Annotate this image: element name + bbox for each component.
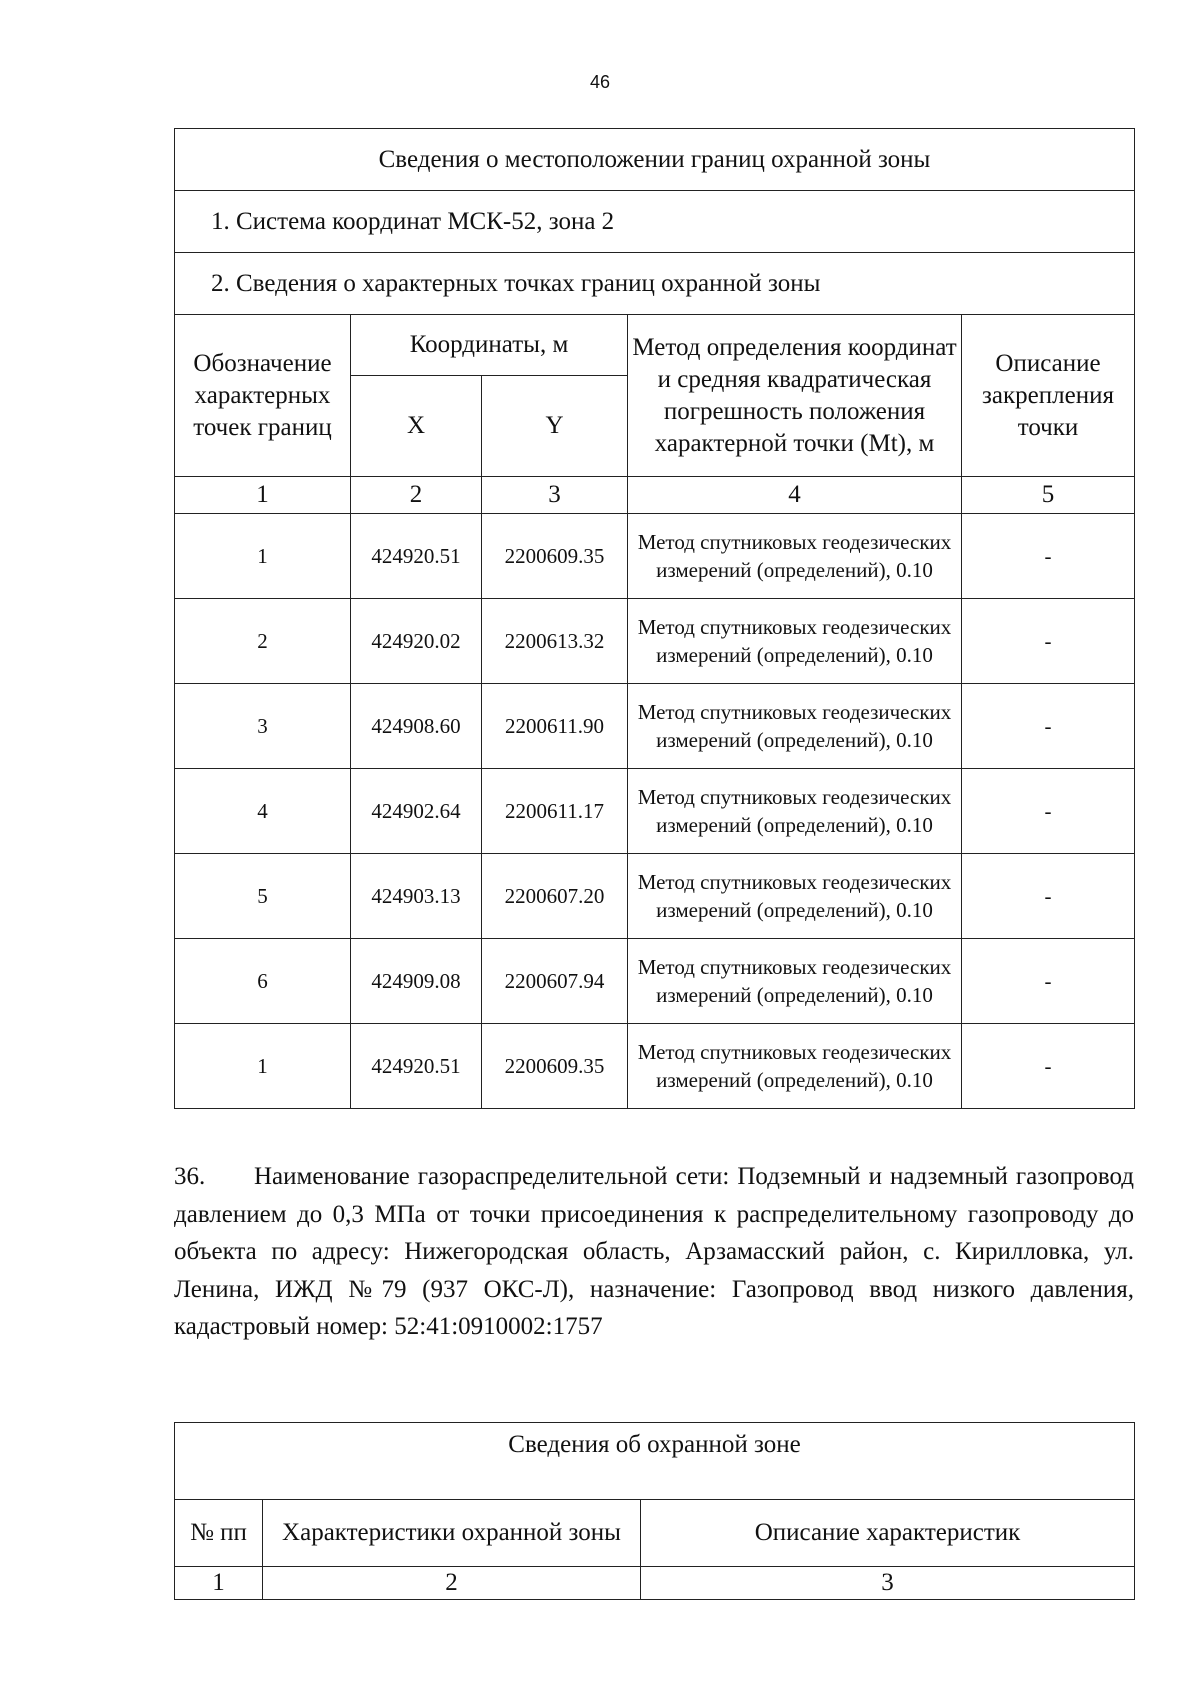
cell-method: Метод спутниковых геодезических измерений (определений), 0.10 [628, 769, 962, 854]
cell-method: Метод спутниковых геодезических измерений (определений), 0.10 [628, 684, 962, 769]
header-coordinates: Координаты, м [351, 315, 628, 376]
cell-method: Метод спутниковых геодезических измерений (определений), 0.10 [628, 1024, 962, 1109]
network-description-paragraph [174, 1158, 1134, 1346]
cell-y: 2200609.35 [482, 1024, 628, 1109]
protection-zone-table [174, 1422, 1135, 1600]
cell-method: Метод спутниковых геодезических измерений (определений), 0.10 [628, 599, 962, 684]
paragraph-number: 36. [174, 1163, 206, 1190]
header-method: Метод определения координат и средняя квадратическая погрешность положения характерной точки (Mt), м [628, 315, 962, 477]
cell-x: 424920.02 [351, 599, 482, 684]
header-x: X [351, 376, 482, 477]
column-number: 4 [628, 477, 962, 514]
cell-point: 5 [175, 854, 351, 939]
header-y: Y [482, 376, 628, 477]
table-title: Сведения о местоположении границ охранной зоны [175, 129, 1135, 191]
table-row [175, 854, 1135, 939]
column-number: 1 [175, 477, 351, 514]
cell-y: 2200611.90 [482, 684, 628, 769]
header-description: Описание характеристик [641, 1500, 1135, 1567]
cell-y: 2200607.20 [482, 854, 628, 939]
cell-point: 6 [175, 939, 351, 1024]
column-number: 3 [641, 1567, 1135, 1600]
column-number: 2 [263, 1567, 641, 1600]
coordinate-system: 1. Система координат МСК-52, зона 2 [175, 191, 1135, 253]
cell-x: 424908.60 [351, 684, 482, 769]
cell-description: - [962, 1024, 1135, 1109]
cell-point: 1 [175, 514, 351, 599]
cell-description: - [962, 514, 1135, 599]
cell-description: - [962, 684, 1135, 769]
page-number: 46 [589, 72, 611, 92]
cell-x: 424920.51 [351, 1024, 482, 1109]
table-row [175, 939, 1135, 1024]
cell-point: 3 [175, 684, 351, 769]
header-characteristics: Характеристики охранной зоны [263, 1500, 641, 1567]
cell-y: 2200607.94 [482, 939, 628, 1024]
cell-method: Метод спутниковых геодезических измерений (определений), 0.10 [628, 854, 962, 939]
table-row [175, 1024, 1135, 1109]
cell-description: - [962, 769, 1135, 854]
header-num: № пп [175, 1500, 263, 1567]
header-description: Описание закрепления точки [962, 315, 1135, 477]
column-number: 1 [175, 1567, 263, 1600]
cell-x: 424902.64 [351, 769, 482, 854]
cell-x: 424903.13 [351, 854, 482, 939]
table-row [175, 599, 1135, 684]
cell-point: 4 [175, 769, 351, 854]
cell-y: 2200611.17 [482, 769, 628, 854]
table-row [175, 769, 1135, 854]
column-number: 3 [482, 477, 628, 514]
cell-point: 1 [175, 1024, 351, 1109]
cell-description: - [962, 599, 1135, 684]
cell-y: 2200613.32 [482, 599, 628, 684]
cell-x: 424909.08 [351, 939, 482, 1024]
cell-x: 424920.51 [351, 514, 482, 599]
cell-description: - [962, 939, 1135, 1024]
cell-description: - [962, 854, 1135, 939]
paragraph-text: Наименование газораспределительной сети: Подземный и надземный газопровод давлением до 0,3 МПа от точки присоединения к распределительному газопроводу до объекта по адресу: Нижегородская область, Арзамасский район, с. Кирилловка, ул. Ленина, ИЖД №79 (937 ОКС-Л), назначение: Газопровод ввод низкого давления, кадастровый номер: 52:41:0910002:1757 [174, 1163, 1134, 1341]
cell-method: Метод спутниковых геодезических измерений (определений), 0.10 [628, 514, 962, 599]
boundary-points-table [174, 128, 1135, 1109]
table-row [175, 684, 1135, 769]
cell-method: Метод спутниковых геодезических измерений (определений), 0.10 [628, 939, 962, 1024]
table-title: Сведения об охранной зоне [175, 1423, 1135, 1500]
header-designation: Обозначение характерных точек границ [175, 315, 351, 477]
column-number: 5 [962, 477, 1135, 514]
points-section-title: 2. Сведения о характерных точках границ охранной зоны [175, 253, 1135, 315]
table-row [175, 514, 1135, 599]
cell-point: 2 [175, 599, 351, 684]
cell-y: 2200609.35 [482, 514, 628, 599]
column-number: 2 [351, 477, 482, 514]
